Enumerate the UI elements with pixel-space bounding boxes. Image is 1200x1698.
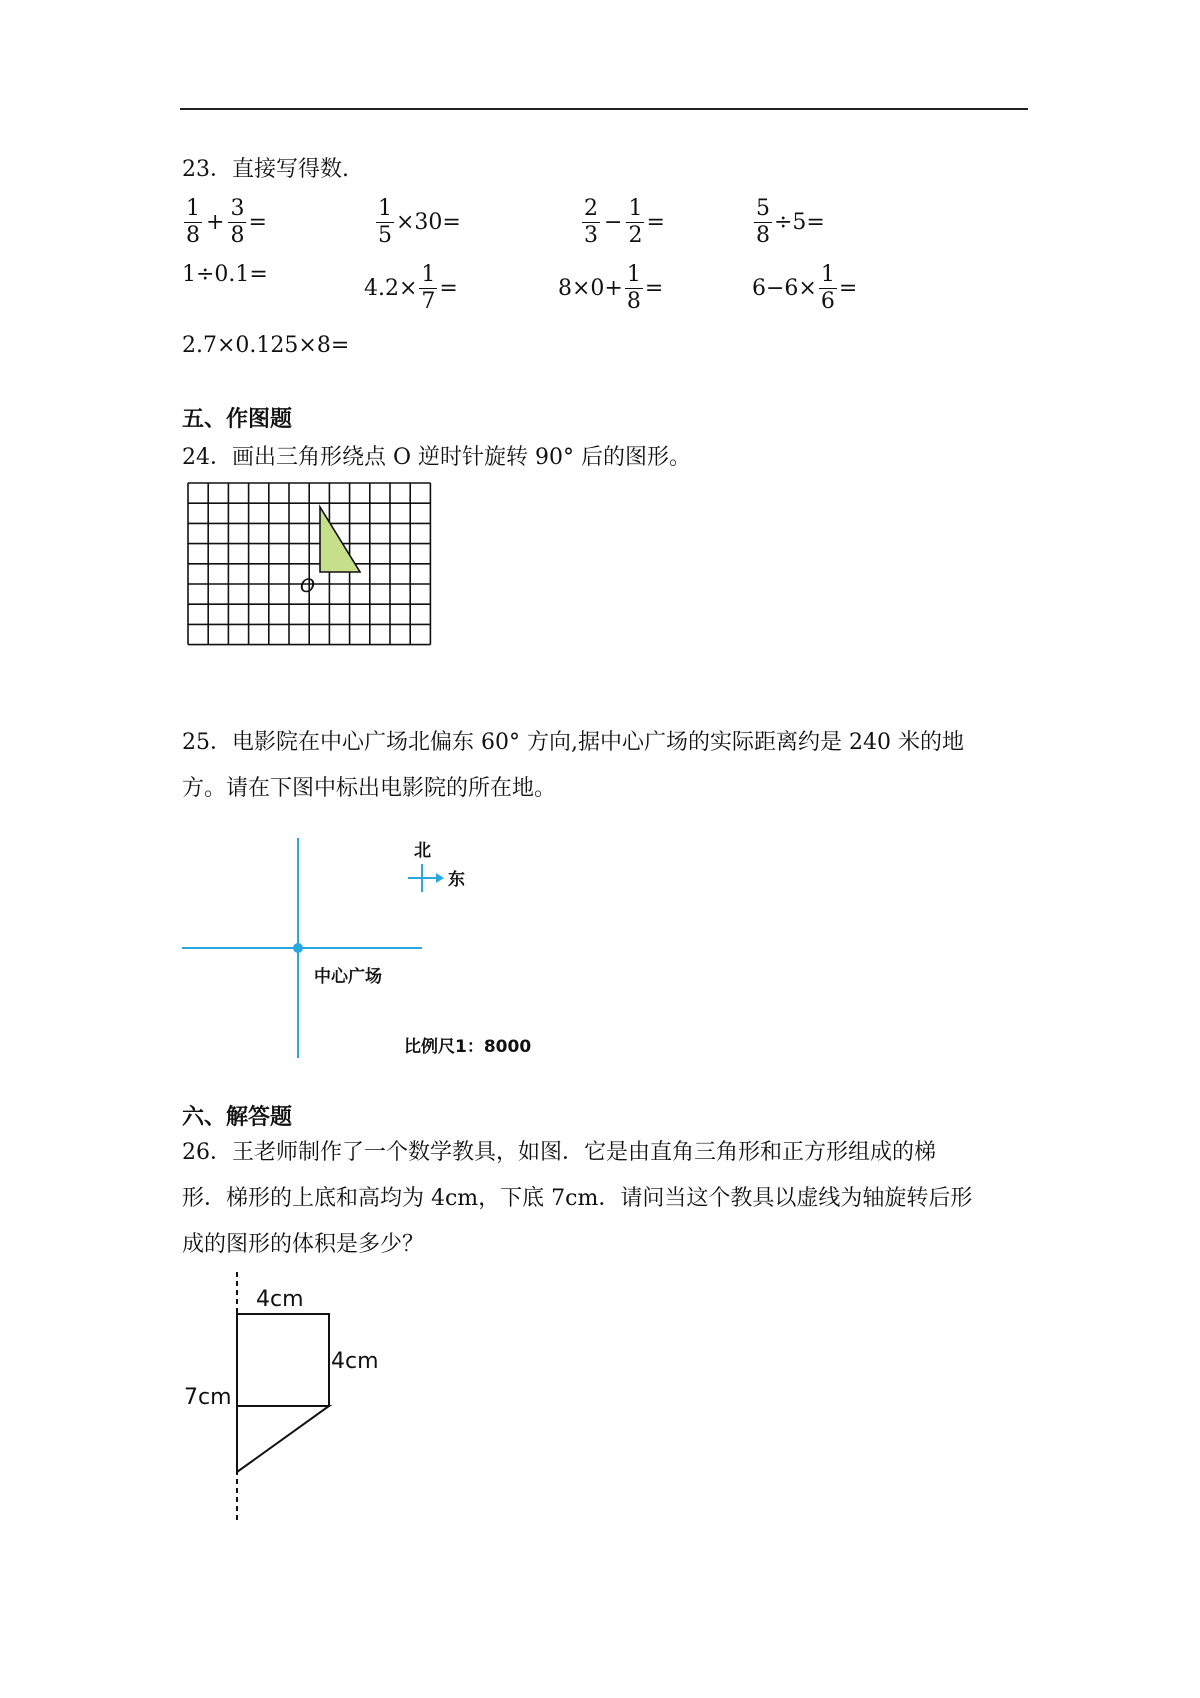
grid-lines [188,483,430,645]
square-shape [237,1314,329,1406]
q23-expr-5: 1÷0.1= [182,262,268,287]
top-length-label: 4cm [256,1287,304,1312]
right-length-label: 4cm [331,1349,379,1374]
center-point [293,943,303,953]
point-o-label: O [300,575,315,597]
q26-text-line3: 成的图形的体积是多少？ [182,1232,425,1257]
scale-label: 比例尺1：8000 [404,1037,532,1057]
q26-text-line1: 26．王老师制作了一个数学教具，如图．它是由直角三角形和正方形组成的梯 [182,1140,936,1165]
q23-expr-4: $\frac{5}{8}$ ÷5= [756,196,825,248]
q25-text-line2: 方。请在下图中标出电影院的所在地。 [182,776,557,801]
center-square-label: 中心广场 [314,967,382,987]
right-triangle-shape [237,1406,329,1472]
header-rule [180,108,1028,110]
section-6-title: 六、解答题 [182,1105,293,1130]
green-triangle [320,507,360,572]
compass-icon [408,864,444,892]
q24-grid-figure [180,480,452,666]
north-label: 北 [414,841,431,861]
q23-expr-3: $\frac{2}{3}$ − $\frac{1}{2}$ = [584,196,665,248]
q23-title: 23．直接写得数. [182,157,349,182]
q23-expr-2: $\frac{1}{5}$ ×30= [378,196,461,248]
q26-trapezoid-figure [180,1268,410,1528]
q23-expr-6: 4.2× $\frac{1}{7}$ = [364,262,458,314]
section-5-title: 五、作图题 [182,407,293,432]
q23-expr-1: $\frac{1}{8}$ + $\frac{3}{8}$ = [186,196,267,248]
q23-expr-9: 2.7×0.125×8= [182,333,350,358]
left-length-label: 7cm [184,1385,232,1410]
q26-text-line2: 形．梯形的上底和高均为 4cm，下底 7cm．请问当这个教具以虚线为轴旋转后形 [182,1186,973,1211]
q23-expr-8: 6−6× $\frac{1}{6}$ = [752,262,858,314]
east-label: 东 [448,870,465,890]
q24-text: 24．画出三角形绕点 O 逆时针旋转 90° 后的图形。 [182,445,691,470]
q25-text-line1: 25．电影院在中心广场北偏东 60° 方向,据中心广场的实际距离约是 240 米的地 [182,730,964,755]
q25-map-figure [180,830,600,1062]
q23-expr-7: 8×0+ $\frac{1}{8}$ = [558,262,664,314]
